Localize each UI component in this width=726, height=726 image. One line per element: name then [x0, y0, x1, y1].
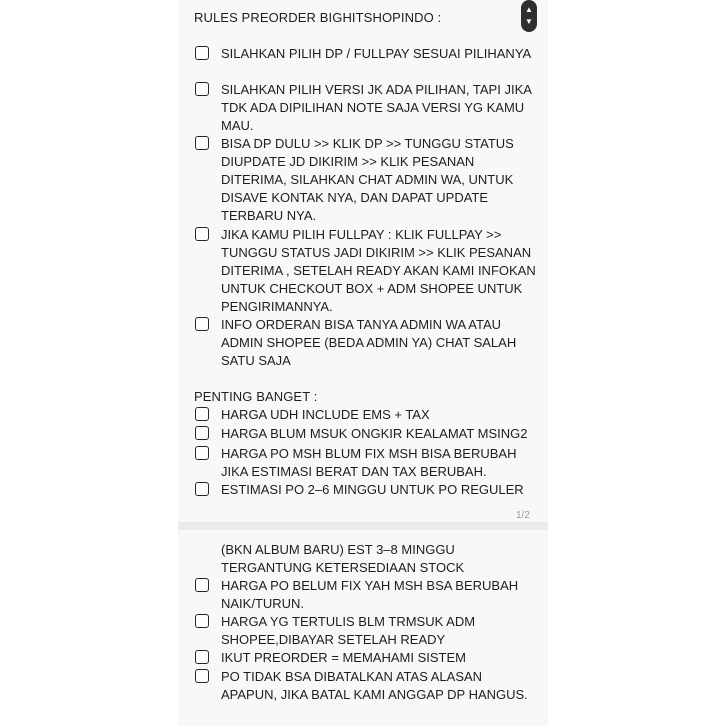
- important-1-text: HARGA UDH INCLUDE EMS + TAX: [221, 407, 430, 422]
- scroll-handle-icon[interactable]: [521, 0, 537, 32]
- checkbox-rule-5[interactable]: [195, 317, 209, 331]
- checkbox-page2-1[interactable]: [195, 578, 209, 592]
- checkbox-rule-1[interactable]: [195, 46, 209, 60]
- important-4-text: ESTIMASI PO 2–6 MINGGU UNTUK PO REGULER: [221, 482, 524, 497]
- page-indicator: 1/2: [516, 510, 530, 521]
- checkbox-page2-4[interactable]: [195, 669, 209, 683]
- checkbox-important-2[interactable]: [195, 426, 209, 440]
- checkbox-rule-2[interactable]: [195, 82, 209, 96]
- checkbox-important-4[interactable]: [195, 482, 209, 496]
- page2-item-2-text: HARGA YG TERTULIS BLM TRMSUK ADM SHOPEE,DIBAYAR SETELAH READY: [221, 614, 476, 647]
- rule-5-text: INFO ORDERAN BISA TANYA ADMIN WA ATAU ADMIN SHOPEE (BEDA ADMIN YA) CHAT SALAH SATU SAJA: [221, 317, 517, 368]
- chevron-up-icon: ▲: [525, 5, 533, 14]
- continuation-text: (BKN ALBUM BARU) EST 3–8 MINGGU TERGANTUNG KETERSEDIAAN STOCK: [221, 542, 465, 575]
- checkbox-rule-3[interactable]: [195, 136, 209, 150]
- important-2-text: HARGA BLUM MSUK ONGKIR KEALAMAT MSING2: [221, 426, 528, 441]
- page-separator: [178, 522, 548, 530]
- rule-3-text: BISA DP DULU >> KLIK DP >> TUNGGU STATUS DIUPDATE JD DIKIRIM >> KLIK PESANAN DITERIMA, SILAHKAN CHAT ADMIN WA, UNTUK DISAVE KONTAK NYA, DAN DAPAT UPDATE TERBARU NYA.: [221, 136, 514, 223]
- important-3-text: HARGA PO MSH BLUM FIX MSH BISA BERUBAH JIKA ESTIMASI BERAT DAN TAX BERUBAH.: [221, 446, 517, 479]
- checkbox-page2-3[interactable]: [195, 650, 209, 664]
- rule-4-text: JIKA KAMU PILIH FULLPAY : KLIK FULLPAY >> TUNGGU STATUS JADI DIKIRIM >> KLIK PESANAN DITERIMA , SETELAH READY AKAN KAMI INFOKAN UNTUK CHECKOUT BOX + ADM SHOPEE UNTUK PENGIRIMANNYA.: [221, 227, 536, 314]
- page2-item-3-text: IKUT PREORDER = MEMAHAMI SISTEM: [221, 650, 466, 665]
- page2-item-1-text: HARGA PO BELUM FIX YAH MSH BSA BERUBAH NAIK/TURUN.: [221, 578, 519, 611]
- page2-item-4-text: PO TIDAK BSA DIBATALKAN ATAS ALASAN APAPUN, JIKA BATAL KAMI ANGGAP DP HANGUS.: [221, 669, 528, 702]
- rule-2-text: SILAHKAN PILIH VERSI JK ADA PILIHAN, TAPI JIKA TDK ADA DIPILIHAN NOTE SAJA VERSI YG KAMU MAU.: [221, 82, 532, 133]
- checkbox-important-3[interactable]: [195, 446, 209, 460]
- chevron-down-icon: ▼: [525, 17, 533, 26]
- rules-title: RULES PREORDER BIGHITSHOPINDO :: [194, 10, 442, 25]
- important-heading: PENTING BANGET :: [194, 389, 318, 404]
- checkbox-rule-4[interactable]: [195, 227, 209, 241]
- rule-1-text: SILAHKAN PILIH DP / FULLPAY SESUAI PILIHANYA: [221, 46, 532, 61]
- checkbox-important-1[interactable]: [195, 407, 209, 421]
- checkbox-page2-2[interactable]: [195, 614, 209, 628]
